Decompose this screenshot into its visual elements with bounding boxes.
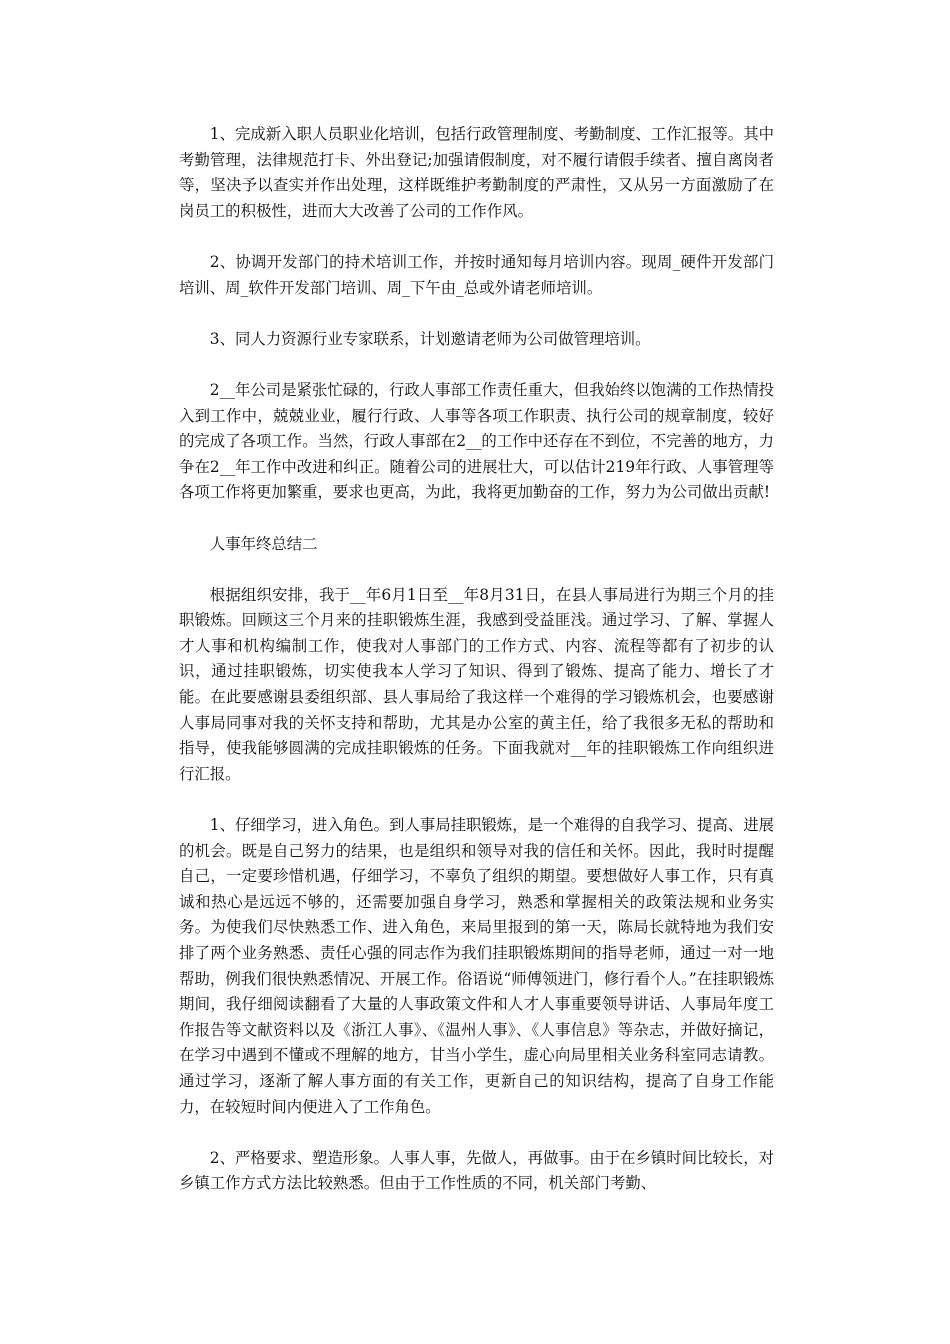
document-page	[179, 122, 774, 1223]
paragraph-strict-requirements: 2、严格要求、塑造形象。人事人事，先做人，再做事。由于在乡镇时间比较长，对乡镇工作方式方法比较熟悉。但由于工作性质的不同，机关部门考勤、	[179, 1148, 774, 1193]
section-heading: 人事年终总结二	[209, 534, 318, 553]
paragraph-secondment-intro: 根据组织安排，我于__年6月1日至__年8月31日，在县人事局进行为期三个月的挂职锻炼。回顾这三个月来的挂职锻炼生涯，我感到受益匪浅。通过学习、了解、掌握人才人事和机构编制工作，使我对人事部门的工作方式、内容、流程等都有了初步的认识，通过挂职锻炼，切实使我本人学习了知识、得到了锻炼、提高了能力、增长了才能。在此要感谢县委组织部、县人事局给了我这样一个难得的学习锻炼机会，也要感谢人事局同事对我的关怀支持和帮助，尤其是办公室的黄主任，给了我很多无私的帮助和指导，使我能够圆满的完成挂职锻炼的任务。下面我就对__年的挂职锻炼工作向组织进行汇报。	[179, 585, 774, 783]
paragraph-year-summary: 2__年公司是紧张忙碌的，行政人事部工作责任重大，但我始终以饱满的工作热情投入到工作中，兢兢业业，履行行政、人事等各项工作职责、执行公司的规章制度，较好的完成了各项工作。当然，行政人事部在2__的工作中还存在不到位，不完善的地方，力争在2__年工作中改进和纠正。随着公司的进展壮大，可以估计219年行政、人事管理等各项工作将更加繁重，要求也更高，为此，我将更加勤奋的工作，努力为公司做出贡献!	[179, 380, 774, 502]
paragraph-tech-training: 2、协调开发部门的持术培训工作，并按时通知每月培训内容。现周_硬件开发部门培训、周_软件开发部门培训、周_下午由_总或外请老师培训。	[179, 252, 774, 297]
paragraph-training-new-staff: 1、完成新入职人员职业化培训，包括行政管理制度、考勤制度、工作汇报等。其中考勤管理，法律规范打卡、外出登记;加强请假制度，对不履行请假手续者、擅自离岗者等，坚决予以查实并作出处理，这样既维护考勤制度的严肃性，又从另一方面激励了在岗员工的积极性，进而大大改善了公司的工作作风。	[179, 125, 774, 220]
paragraph-hr-expert: 3、同人力资源行业专家联系，计划邀请老师为公司做管理培训。	[209, 329, 651, 348]
paragraph-study: 1、仔细学习，进入角色。到人事局挂职锻炼，是一个难得的自我学习、提高、进展的机会。既是自己努力的结果，也是组织和领导对我的信任和关怀。因此，我时时提醒自己，一定要珍惜机遇，仔细学习，不辜负了组织的期望。要想做好人事工作，只有真诚和热心是远远不够的，还需要加强自身学习，熟悉和掌握相关的政策法规和业务实务。为使我们尽快熟悉工作、进入角色，来局里报到的第一天，陈局长就特地为我们安排了两个业务熟悉、责任心强的同志作为我们挂职锻炼期间的指导老师，通过一对一地帮助，例我们很快熟悉情况、开展工作。俗语说“师傅领进门，修行看个人。”在挂职锻炼期间，我仔细阅读翻看了大量的人事政策文件和人才人事重要领导讲话、人事局年度工作报告等文献资料以及《浙江人事》、《温州人事》、《人事信息》等杂志，并做好摘记，在学习中遇到不懂或不理解的地方，甘当小学生，虚心向局里相关业务科室同志请教。通过学习，逐渐了解人事方面的有关工作，更新自己的知识结构，提高了自身工作能力，在较短时间内便进入了工作角色。	[179, 816, 774, 1116]
